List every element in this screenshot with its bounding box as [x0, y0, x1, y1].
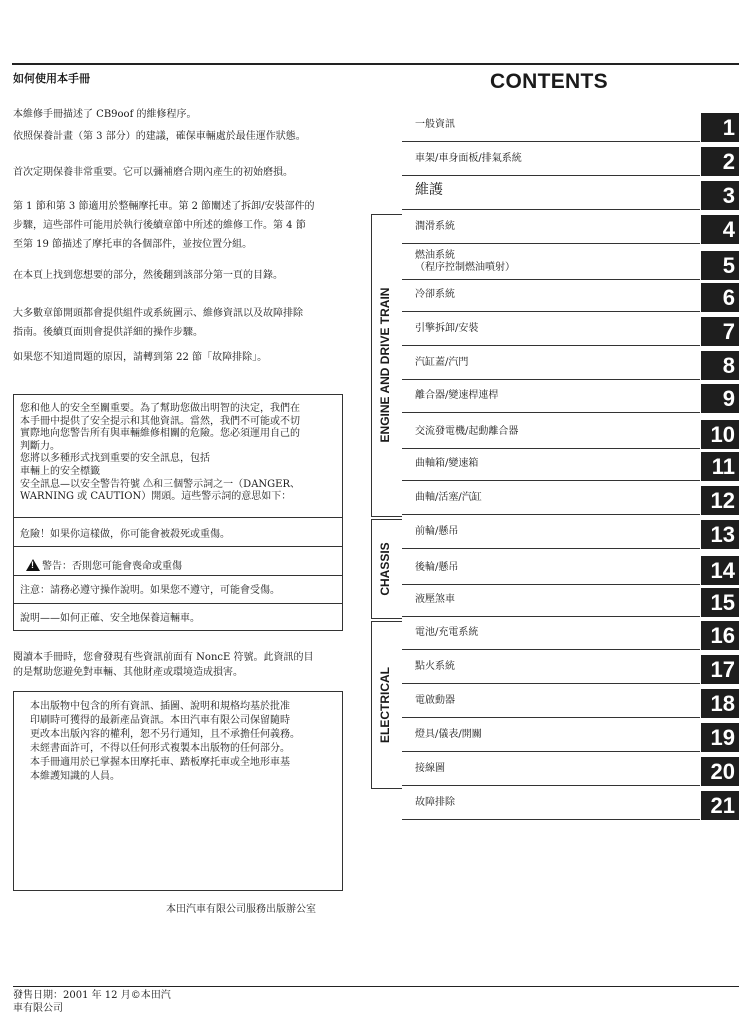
toc-item[interactable] — [402, 556, 739, 585]
note-text: 說明——如何正確、安全地保養這輛車。 — [20, 613, 200, 624]
toc-item[interactable] — [402, 588, 739, 617]
toc-underline — [402, 279, 700, 280]
toc-section-number: 21 — [701, 791, 739, 820]
toc-item-label: 引擎拆卸/安裝 — [415, 323, 479, 334]
toc-underline — [402, 175, 700, 176]
toc-item-label: 電池/充電系統 — [415, 627, 479, 638]
warning-row — [26, 557, 182, 572]
toc-section-number: 3 — [701, 181, 739, 210]
toc-underline — [402, 448, 700, 449]
toc-section-number: 7 — [701, 317, 739, 346]
divider — [14, 603, 342, 604]
toc-underline — [402, 751, 700, 752]
group-label-chassis: CHASSIS — [378, 542, 392, 596]
warning-text: 警告：否則您可能會喪命或重傷 — [42, 561, 182, 572]
toc-item-label: 液壓煞車 — [415, 594, 455, 605]
warning-triangle-icon — [26, 559, 40, 571]
safety-intro: 您和他人的安全至關重要。為了幫助您做出明智的決定，我們在 本手冊中提供了安全提示和其他資訊。當然，我們不可能或不切 實際地向您警告所有與車輛維修相關的危險。您必須運用自己的 判斷力。 您將以多種形式找到重要的安全訊息，包括 車輛上的安全標籤 安全訊息—以安全警告符號 ⚠和三個警示詞之一（DANGER、 WARNING 或 CAUTION）開頭。這些警示詞的意思如下： — [20, 403, 300, 503]
top-rule — [12, 63, 739, 65]
publisher: 本田汽車有限公司服務出版辦公室 — [166, 904, 316, 915]
toc-section-number: 5 — [701, 251, 739, 280]
intro-paragraph: 本維修手冊描述了 CB9oof 的維修程序。 — [13, 109, 197, 120]
release-date: 發售日期：2001 年 12 月©本田汽 車有限公司 — [13, 990, 171, 1014]
toc-item-label: 潤滑系統 — [415, 221, 455, 232]
toc-item[interactable] — [402, 420, 739, 449]
toc-item[interactable] — [402, 689, 739, 718]
toc-underline — [402, 717, 700, 718]
toc-section-number: 10 — [701, 420, 739, 449]
sections-paragraph: 第 1 節和第 3 節適用於整輛摩托車。第 2 節闡述了拆卸/安裝部件的 步驟，這些部件可能用於執行後續章節中所述的維修工作。第 4 節 至第 19 節描述了摩托車的各個部件，並按位置分組。 — [13, 201, 315, 250]
toc-item-label: 前輪/懸吊 — [415, 526, 459, 537]
section-title: 如何使用本手冊 — [13, 72, 90, 85]
toc-item[interactable] — [402, 621, 739, 650]
toc-underline — [402, 819, 700, 820]
toc-item[interactable] — [402, 486, 739, 515]
toc-item-label: 電啟動器 — [415, 695, 455, 706]
toc-item[interactable] — [402, 452, 739, 481]
toc-item-label: 汽缸蓋/汽門 — [415, 357, 469, 368]
toc-underline — [402, 584, 700, 585]
group-label-electrical: ELECTRICAL — [378, 667, 392, 743]
toc-item-label: 一般資訊 — [415, 119, 455, 130]
toc-section-number: 18 — [701, 689, 739, 718]
toc-item-label: 燃油系統 （程序控制燃油噴射） — [415, 250, 515, 273]
toc-item[interactable] — [402, 147, 739, 176]
toc-underline — [402, 243, 700, 244]
toc-item-label: 曲軸/活塞/汽缸 — [415, 492, 482, 503]
toc-section-number: 11 — [701, 452, 739, 481]
toc-item[interactable] — [402, 655, 739, 684]
toc-section-number: 20 — [701, 757, 739, 786]
toc-section-number: 17 — [701, 655, 739, 684]
toc-section-number: 1 — [701, 113, 739, 142]
notice-paragraph: 閱讀本手冊時，您會發現有些資訊前面有 NoncE 符號。此資訊的目 的是幫助您避免對車輛、其他財產或環境造成損害。 — [13, 652, 314, 678]
toc-section-number: 9 — [701, 384, 739, 413]
toc-item-label: 交流發電機/起動離合器 — [415, 426, 519, 437]
danger-text: 危險！如果你這樣做，你可能會被殺死或重傷。 — [20, 529, 230, 540]
toc-item[interactable] — [402, 251, 739, 280]
toc-item[interactable] — [402, 113, 739, 142]
toc-item[interactable] — [402, 520, 739, 549]
bottom-rule — [183, 986, 739, 987]
toc-item[interactable] — [402, 181, 739, 210]
toc-item-label: 點火系統 — [415, 661, 455, 672]
toc-item[interactable] — [402, 757, 739, 786]
toc-item[interactable] — [402, 723, 739, 752]
toc-underline — [402, 616, 700, 617]
toc-item-label: 離合器/變速桿連桿 — [415, 390, 499, 401]
toc-underline — [402, 514, 700, 515]
toc-underline — [402, 209, 700, 210]
toc-underline — [402, 649, 700, 650]
toc-underline — [402, 683, 700, 684]
toc-section-number: 13 — [701, 520, 739, 549]
toc-item-label: 曲軸箱/變速箱 — [415, 458, 479, 469]
toc-underline — [402, 785, 700, 786]
first-service-paragraph: 首次定期保養非常重要。它可以彌補磨合期內產生的初始磨損。 — [13, 167, 293, 178]
toc-section-number: 6 — [701, 283, 739, 312]
toc-underline — [402, 412, 700, 413]
contents-title: CONTENTS — [490, 70, 608, 93]
bottom-rule — [13, 986, 183, 987]
toc-item[interactable] — [402, 351, 739, 380]
info-box — [13, 691, 343, 891]
toc-item-label: 故障排除 — [415, 797, 455, 808]
info-box-text: 本出版物中包含的所有資訊、插圖、說明和規格均基於批准 印刷時可獲得的最新產品資訊。本田汽車有限公司保留隨時 更改本出版內容的權利，恕不另行通知，且不承擔任何義務。 未經書面許可，不得以任何形式複製本出版物的任何部分。 本手冊適用於已掌握本田摩托車、踏板摩托車或全地形車基 本維護知識的人員。 — [30, 701, 300, 782]
safety-box — [13, 394, 343, 631]
find-section-paragraph: 在本頁上找到您想要的部分，然後翻到該部分第一頁的目錄。 — [13, 270, 283, 281]
toc-section-number: 4 — [701, 215, 739, 244]
toc-item-label: 燈具/儀表/開關 — [415, 729, 482, 740]
toc-section-number: 8 — [701, 351, 739, 380]
toc-underline — [402, 480, 700, 481]
toc-item-label: 接線圖 — [415, 763, 445, 774]
toc-item[interactable] — [402, 791, 739, 820]
toc-underline — [402, 379, 700, 380]
group-label-engine: ENGINE AND DRIVE TRAIN — [378, 287, 392, 443]
toc-item-label: 維護 — [415, 182, 443, 198]
toc-underline — [402, 548, 700, 549]
toc-section-number: 19 — [701, 723, 739, 752]
toc-item-label: 冷卻系統 — [415, 289, 455, 300]
toc-section-number: 14 — [701, 556, 739, 585]
toc-section-number: 12 — [701, 486, 739, 515]
toc-item-label: 車架/車身面板/排氣系統 — [415, 153, 522, 164]
maintenance-paragraph: 依照保養計畫（第 3 部分）的建議，確保車輛處於最佳運作狀態。 — [13, 131, 306, 142]
divider — [14, 575, 342, 576]
toc-item-label: 後輪/懸吊 — [415, 562, 459, 573]
toc-section-number: 2 — [701, 147, 739, 176]
troubleshooting-paragraph: 如果您不知道問題的原因，請轉到第 22 節「故障排除」。 — [13, 352, 268, 363]
toc-underline — [402, 141, 700, 142]
toc-item[interactable] — [402, 215, 739, 244]
toc-section-number: 16 — [701, 621, 739, 650]
divider — [14, 546, 342, 547]
toc-section-number: 15 — [701, 588, 739, 617]
caution-text: 注意：請務必遵守操作說明。如果您不遵守，可能會受傷。 — [20, 585, 280, 596]
toc-item[interactable] — [402, 384, 739, 413]
toc-item[interactable] — [402, 317, 739, 346]
chapter-layout-paragraph: 大多數章節開頭都會提供組件或系統圖示、維修資訊以及故障排除 指南。後續頁面則會提供詳細的操作步驟。 — [13, 308, 303, 338]
toc-item[interactable] — [402, 283, 739, 312]
toc-underline — [402, 345, 700, 346]
toc-underline — [402, 311, 700, 312]
divider — [14, 517, 342, 518]
